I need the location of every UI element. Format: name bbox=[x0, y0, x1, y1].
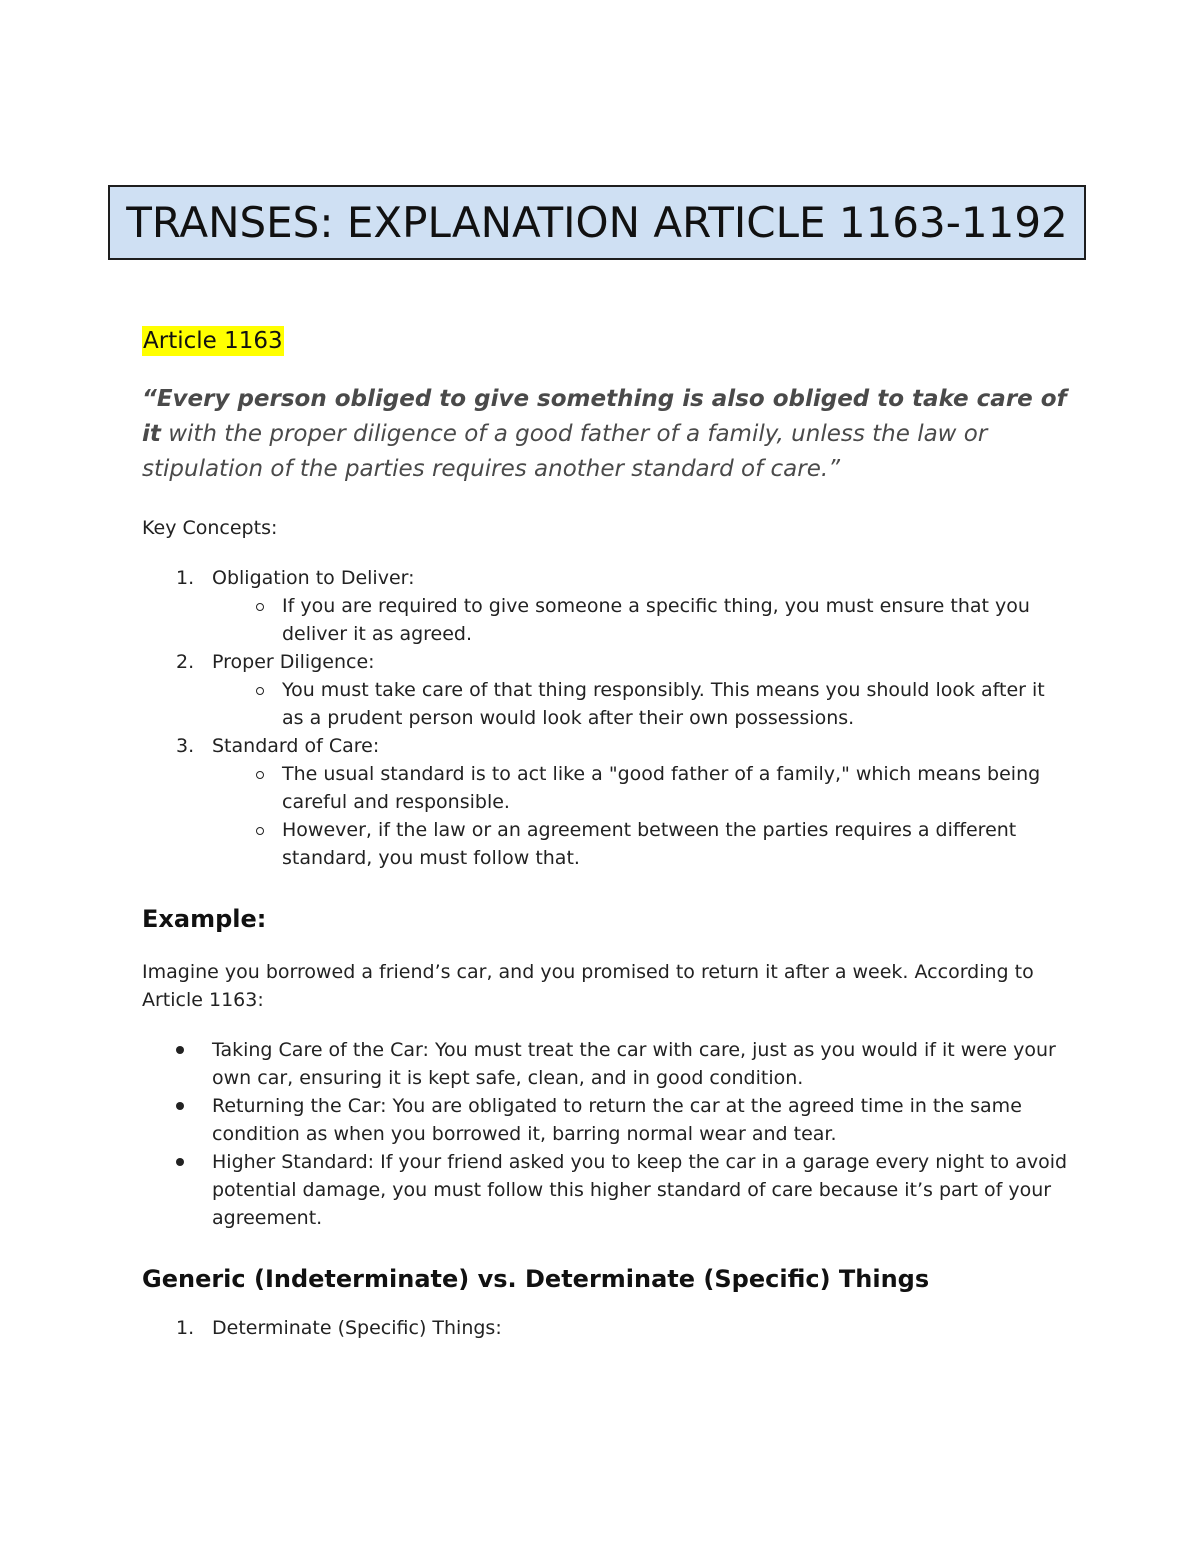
list-item bbox=[142, 732, 1072, 872]
document-body bbox=[142, 326, 1072, 1342]
bullet-title: Taking Care of the Car bbox=[212, 1039, 423, 1061]
list-item bbox=[142, 564, 1072, 648]
sub-list-item bbox=[212, 592, 1072, 648]
concept-title: Obligation to Deliver: bbox=[212, 567, 415, 589]
bullet-text: : You must treat the car with care, just as you would if it were your own car, ensuring it is kept safe, clean, and in good condition. bbox=[212, 1039, 1056, 1089]
document-title: TRANSES: EXPLANATION ARTICLE 1163-1192 bbox=[126, 198, 1068, 247]
sub-item-text: However, if the law or an agreement between the parties requires a different standard, you must follow that. bbox=[282, 819, 1017, 869]
list-number: 3. bbox=[176, 735, 195, 757]
list-item bbox=[142, 648, 1072, 732]
hollow-bullet-icon bbox=[256, 771, 264, 779]
sub-item-text: You must take care of that thing responsibly. This means you should look after it as a prudent person would look after their own possessions. bbox=[282, 679, 1045, 729]
article-heading: Article 1163 bbox=[143, 328, 283, 354]
bullet-title: Returning the Car bbox=[212, 1095, 381, 1117]
hollow-bullet-icon bbox=[256, 827, 264, 835]
title-box bbox=[108, 185, 1086, 260]
article-quote bbox=[142, 382, 1072, 487]
list-number: 1. bbox=[176, 567, 195, 589]
bullet-text: : You are obligated to return the car at the agreed time in the same condition as when you borrowed it, barring normal wear and tear. bbox=[212, 1095, 1022, 1145]
bullet-icon bbox=[176, 1046, 184, 1054]
sub-list bbox=[212, 592, 1072, 648]
example-bullet-list bbox=[142, 1036, 1072, 1232]
concept-title: Standard of Care: bbox=[212, 735, 380, 757]
sub-item-text: The usual standard is to act like a "good father of a family," which means being careful and responsible. bbox=[282, 763, 1041, 813]
example-intro: Imagine you borrowed a friend’s car, and you promised to return it after a week. According to Article 1163: bbox=[142, 961, 1034, 1011]
list-number: 2. bbox=[176, 651, 195, 673]
example-heading: Example: bbox=[142, 905, 267, 933]
generic-vs-determinate-heading: Generic (Indeterminate) vs. Determinate (Specific) Things bbox=[142, 1265, 930, 1293]
things-title: Determinate (Specific) Things: bbox=[212, 1317, 502, 1339]
sub-list-item bbox=[212, 816, 1072, 872]
list-item bbox=[142, 1148, 1072, 1232]
quote-rest: with the proper diligence of a good father of a family, unless the law or stipulation of the parties requires another standard of care.” bbox=[142, 421, 988, 482]
bullet-icon bbox=[176, 1158, 184, 1166]
list-item bbox=[142, 1314, 1072, 1342]
key-concepts-list bbox=[142, 564, 1072, 872]
sub-item-text: If you are required to give someone a specific thing, you must ensure that you deliver it as agreed. bbox=[282, 595, 1030, 645]
bullet-text: : If your friend asked you to keep the car in a garage every night to avoid potential damage, you must follow this higher standard of care because it’s part of your agreement. bbox=[212, 1151, 1068, 1229]
sub-list bbox=[212, 676, 1072, 732]
sub-list-item bbox=[212, 676, 1072, 732]
key-concepts-label: Key Concepts: bbox=[142, 517, 278, 539]
sub-list-item bbox=[212, 760, 1072, 816]
bullet-icon bbox=[176, 1102, 184, 1110]
things-list bbox=[142, 1314, 1072, 1342]
quote-bold-part: “Every person obliged to give something is also obliged to take care of it bbox=[142, 386, 1067, 447]
list-item bbox=[142, 1036, 1072, 1092]
list-number: 1. bbox=[176, 1317, 195, 1339]
hollow-bullet-icon bbox=[256, 603, 264, 611]
concept-title: Proper Diligence: bbox=[212, 651, 375, 673]
sub-list bbox=[212, 760, 1072, 872]
bullet-title: Higher Standard bbox=[212, 1151, 368, 1173]
hollow-bullet-icon bbox=[256, 687, 264, 695]
list-item bbox=[142, 1092, 1072, 1148]
